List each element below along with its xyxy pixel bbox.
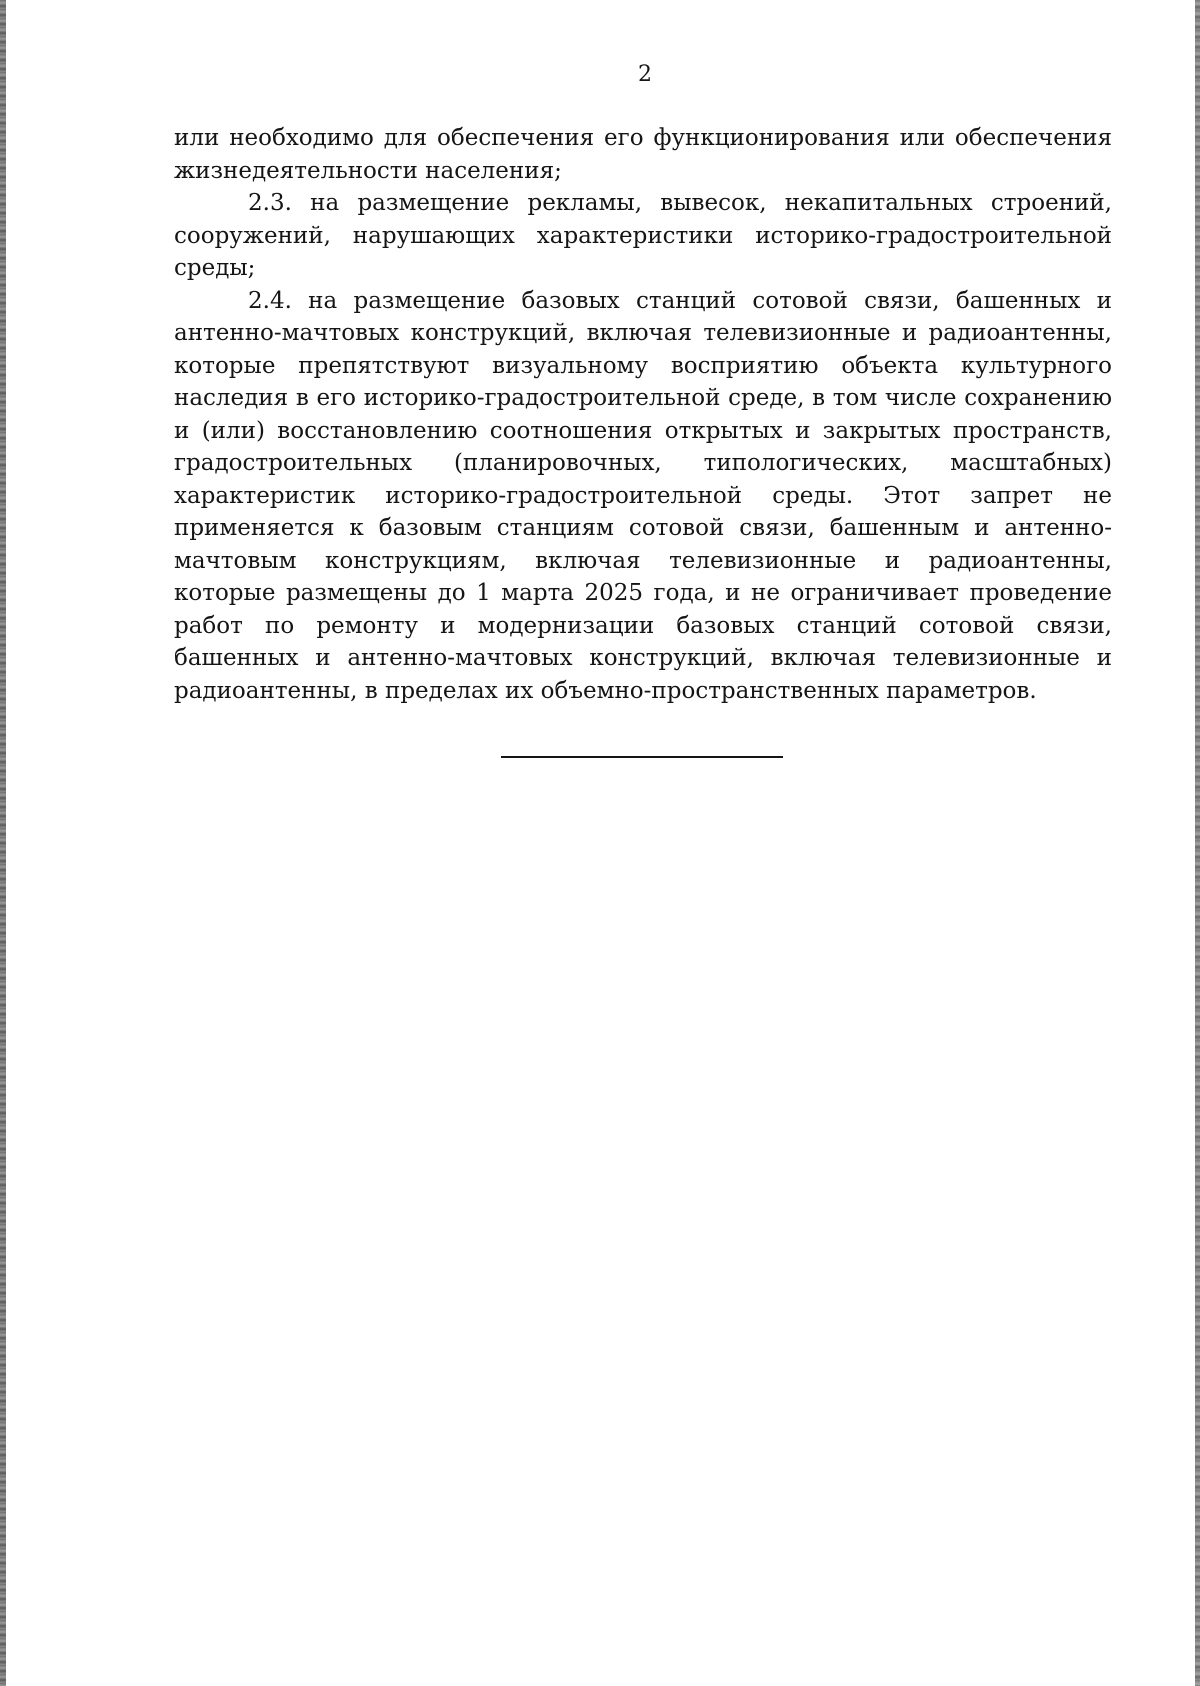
closing-divider-line [501,756,783,758]
paragraph-2-4: 2.4. на размещение базовых станций сотовой связи, башенных и антенно-мачтовых конструкций, включая телевизионные и радиоантенны, которые препятствуют визуальному восприятию объекта культурного наследия в его историко-градостроительной среде, в том числе сохранению и (или) восстановлению соотношения открытых и закрытых пространств, градостроительных (планировочных, типологических, масштабных) характеристик историко-градостроительной среды. Этот запрет не применяется к базовым станциям сотовой связи, башенным и антенно-мачтовым конструкциям, включая телевизионные и радиоантенны, которые размещены до 1 марта 2025 года, и не ограничивает проведение работ по ремонту и модернизации базовых станций сотовой связи, башенных и антенно-мачтовых конструкций, включая телевизионные и радиоантенны, в пределах их объемно-пространственных параметров. [174,287,1112,704]
paragraph-2-3: 2.3. на размещение рекламы, вывесок, некапитальных строений, сооружений, нарушающих характеристики историко-градостроительной среды; [174,190,1112,281]
scan-edge-right [1195,0,1200,1686]
document-body [174,122,1112,707]
scan-edge-left [0,0,6,1686]
paragraph-continuation: или необходимо для обеспечения его функционирования или обеспечения жизнедеятельности населения; [174,125,1112,184]
page-number: 2 [638,62,652,87]
